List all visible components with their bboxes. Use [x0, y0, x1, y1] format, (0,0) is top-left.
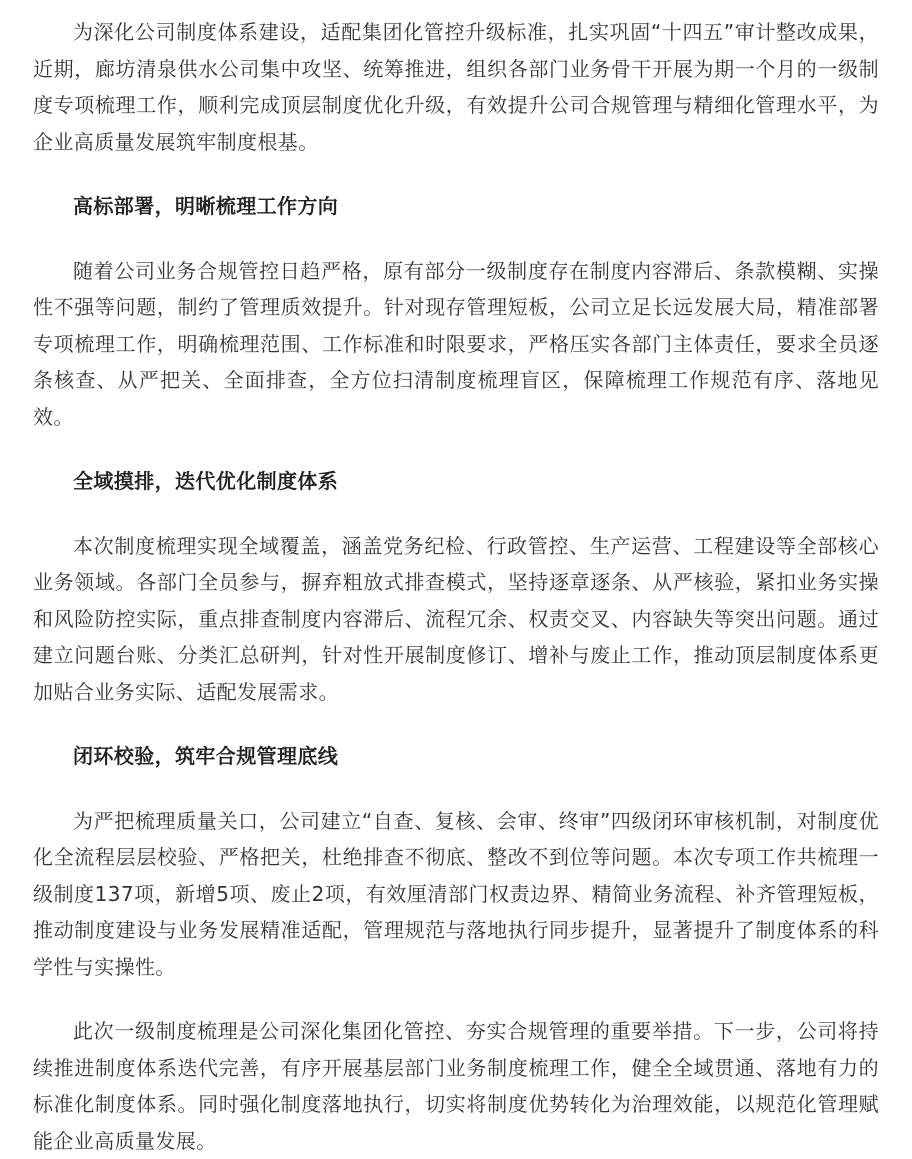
article-body — [33, 14, 879, 1159]
section-heading-deployment: 高标部署，明晰梳理工作方向 — [73, 194, 339, 218]
section-paragraph-verification: 为严把梳理质量关口，公司建立“自查、复核、会审、终审”四级闭环审核机制，对制度优化全流程层层校验、严格把关，杜绝排查不彻底、整改不到位等问题。本次专项工作共梳理一级制度137项，新增5项、废止2项，有效厘清部门权责边界、精简业务流程、补齐管理短板，推动制度建设与业务发展精准适配，管理规范与落地执行同步提升，显著提升了制度体系的科学性与实操性。 — [33, 808, 879, 979]
section-paragraph-deployment: 随着公司业务合规管控日趋严格，原有部分一级制度存在制度内容滞后、条款模糊、实操性不强等问题，制约了管理质效提升。针对现存管理短板，公司立足长远发展大局，精准部署专项梳理工作，明确梳理范围、工作标准和时限要求，严格压实各部门主体责任，要求全员逐条核查、从严把关、全面排查，全方位扫清制度梳理盲区，保障梳理工作规范有序、落地见效。 — [33, 258, 879, 429]
section-paragraph-optimization: 本次制度梳理实现全域覆盖，涵盖党务纪检、行政管控、生产运营、工程建设等全部核心业务领域。各部门全员参与，摒弃粗放式排查模式，坚持逐章逐条、从严核验，紧扣业务实操和风险防控实际，重点排查制度内容滞后、流程冗余、权责交叉、内容缺失等突出问题。通过建立问题台账、分类汇总研判，针对性开展制度修订、增补与废止工作，推动顶层制度体系更加贴合业务实际、适配发展需求。 — [33, 533, 879, 704]
section-heading-verification: 闭环校验，筑牢合规管理底线 — [73, 744, 339, 768]
section-heading-optimization: 全域摸排，迭代优化制度体系 — [73, 469, 339, 493]
intro-paragraph: 为深化公司制度体系建设，适配集团化管控升级标准，扎实巩固“十四五”审计整改成果，近期，廊坊清泉供水公司集中攻坚、统筹推进，组织各部门业务骨干开展为期一个月的一级制度专项梳理工作，顺利完成顶层制度优化升级，有效提升公司合规管理与精细化管理水平，为企业高质量发展筑牢制度根基。 — [33, 20, 879, 154]
conclusion-paragraph: 此次一级制度梳理是公司深化集团化管控、夯实合规管理的重要举措。下一步，公司将持续推进制度体系迭代完善，有序开展基层部门业务制度梳理工作，健全全域贯通、落地有力的标准化制度体系。同时强化制度落地执行，切实将制度优势转化为治理效能，以规范化管理赋能企业高质量发展。 — [33, 1019, 879, 1153]
